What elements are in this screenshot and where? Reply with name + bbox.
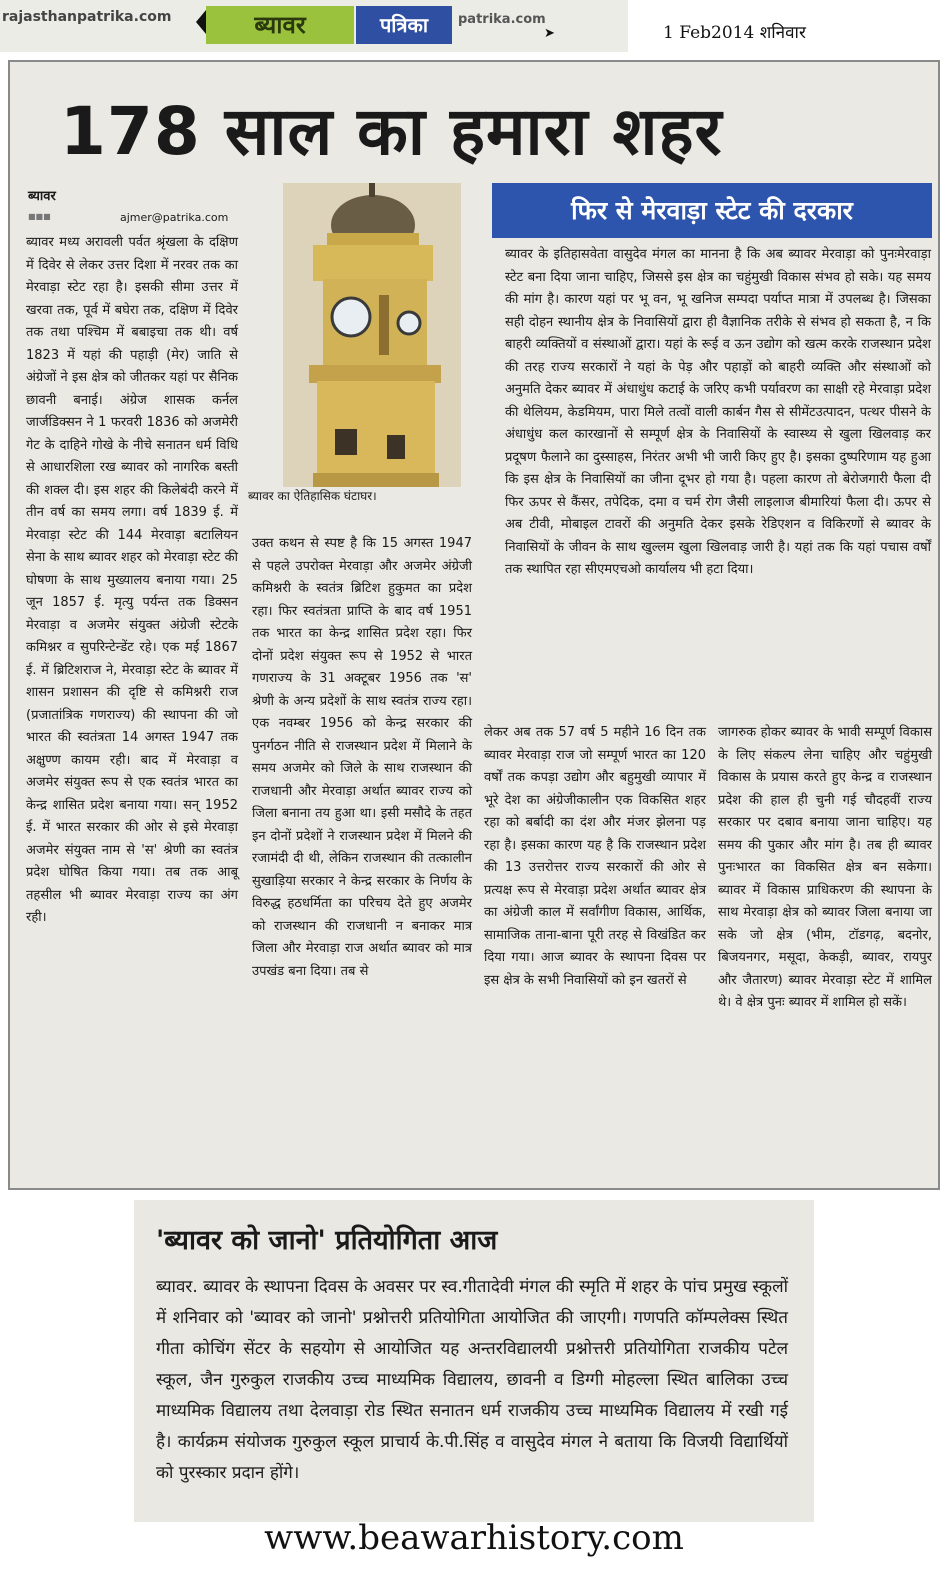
sidebar-body: ब्यावर के इतिहासवेता वासुदेव मंगल का मानना है कि अब ब्यावर मेरवाड़ा को पुनःमेरवाड़ा स्टेट बना दिया जाना चाहिए, जिससे इस क्षेत्र का चहुंमुखी विकास संभव हो सके। यह समय की मांग है। कारण यहां पर भू वन, भू खनिज सम्पदा पर्याप्त मात्रा में उपलब्ध है। जिसका सही दोहन स्थानीय क्षेत्र के निवासियों द्वारा ही वैज्ञानिक तरीके से संभव हो सकता है, न कि बाहरी व्यक्तियों व संस्थाओं द्वारा। यहां के रूई व ऊन उद्योग को खत्म करके राजस्थान प्रदेश की तरह राज्य सरकारों ने यहां के पेड़ और पहाड़ों को बाहरी व्यक्ति और संस्थाओं को अनुमति देकर ब्यावर में अंधाधुंध कटाई के जरिए कभी पर्यावरण का साक्षी रहे मेरवाड़ा प्रदेश की थेलियम, केडमियम, पारा मिले तत्वों वाली कार्बन गैस से सीमेंटउत्पादन, पत्थर पीसने के अंधाधुंध कल कारखानों से सम्पूर्ण क्षेत्र के निवासियों के स्वास्थ्य से खुला खिलवाड़ कर प्रदूषण फैलाने का दुस्साहस, निरंतर अभी भी जारी किए हुए है। इसका दुष्परिणाम यह हुआ कि इस क्षेत्र के निवासियों का जीना दूभर हो गया है। पहला कारण तो बेरोजगारी फैला दी फिर ऊपर से कैंसर, तपेदिक, दमा व चर्म रोग जैसी लाइलाज बीमारियां फैला दी। ऊपर से अब टीवी, मोबाइल टावरों की अनुमति देकर इसके रेडिएशन व विकिरणों से ब्यावर के निवासियों के जीवन के साथ खुल्लम खुला खिलवाड़ जारी है। यहां तक कि यहां पचास वर्षों तक स्थापित रहा सीएमएचओ कार्यालय भी हटा दिया।	[505, 247, 931, 577]
article-column-1: ब्यावर मध्य अरावली पर्वत श्रृंखला के दक्षिण में दिवेर से लेकर उत्तर दिशा में नरवर तक का मेरवाड़ा स्टेट रहा है। इसकी सीमा उत्तर में खरवा तक, पूर्व में बघेरा तक, दक्षिण में दिवेर तक तथा पश्चिम में बबाइचा तक थी। वर्ष 1823 में यहां की पहाड़ी (मेर) जाति से अंग्रेजों ने इस क्षेत्र को जीतकर यहां पर सैनिक छावनी बनाई। अंग्रेज शासक कर्नल जार्जडिक्सन ने 1 फरवरी 1836 को अजमेरी गेट के दाहिने गोखे के नीचे सनातन धर्म विधि से आधारशिला रख ब्यावर को नागरिक बस्ती की शक्ल दी। इस शहर की किलेबंदी करने में तीन वर्ष का समय लगा। वर्ष 1839 ई. में मेरवाड़ा स्टेट की 144 मेरवाड़ा बटालियन सेना के साथ ब्यावर शहर को मेरवाड़ा स्टेट की घोषणा के साथ मुख्यालय बनाया गया। 25 जून 1857 ई. मृत्यु पर्यन्त तक डिक्सन मेरवाड़ा व अजमेर संयुक्त अंग्रेजी स्टेटके कमिश्नर व सुपरिन्टेन्डेंट रहे। एक मई 1867 ई. में ब्रिटिशराज ने, मेरवाड़ा स्टेट के ब्यावर में शासन प्रशासन की दृष्टि से कमिश्नरी राज (प्रजातांत्रिक गणराज्य) की स्थापना की जो भारत की स्वतंत्रता 14 अगस्त 1947 तक अक्षुण्ण कायम रही। बाद में मेरवाड़ा व अजमेर संयुक्त रूप से एक स्वतंत्र भारत का केन्द्र शासित प्रदेश बनाया गया। सन् 1952 ई. में भारत सरकार की ओर से इसे मेरवाड़ा अजमेर संयुक्त नाम से 'स' श्रेणी का स्वतंत्र प्रदेश घोषित किया गया। तब तक आबू तहसील भी ब्यावर मेरवाड़ा राज्य का अंग रही।	[26, 235, 238, 925]
image-caption: ब्यावर का ऐतिहासिक घंटाघर।	[248, 489, 377, 503]
portal-url: patrika.com	[458, 12, 546, 27]
site-url: rajasthanpatrika.com	[2, 9, 172, 25]
city-tab: ब्यावर	[206, 6, 354, 44]
website-footer: www.beawarhistory.com	[264, 1518, 684, 1558]
reporter-email: ajmer@patrika.com	[120, 211, 229, 224]
dateline: ब्यावर	[28, 189, 56, 204]
article-column-4: जागरुक होकर ब्यावर के भावी सम्पूर्ण विकास के लिए संकल्प लेना चाहिए और चहुंमुखी विकास के प्रयास करते हुए केन्द्र व राजस्थान प्रदेश की हाल ही चुनी गई चौदहवीं राज्य सरकार पर दबाव बनाया जाना चाहिए। यह समय की पुकार और मांग है। तब ही ब्यावर पुनःभारत का विकसित क्षेत्र बन सकेगा। ब्यावर में विकास प्राधिकरण की स्थापना के साथ मेरवाड़ा क्षेत्र को ब्यावर जिला बनाया जा सके जो क्षेत्र (भीम, टॉडगढ़, बदनोर, बिजयनगर, मसूदा, केकड़ी, ब्यावर, रायपुर और जैतारण) ब्यावर मेरवाड़ा स्टेट में शामिल थे। वे क्षेत्र पुनः ब्यावर में शामिल हो सकें।	[718, 725, 932, 1010]
mouse-pointer-icon: ➤	[544, 26, 555, 41]
article-column-3: लेकर अब तक 57 वर्ष 5 महीने 16 दिन तक ब्यावर मेरवाड़ा राज जो सम्पूर्ण भारत का 120 वर्षों तक कपड़ा उद्योग और बहुमुखी व्यापार में भूरे देश का अंग्रेजीकालीन एक विकसित शहर रहा को बर्बादी का दंश और मंजर झेलना पड़ रहा है। इसका कारण यह है कि राजस्थान प्रदेश की 13 उत्तरोत्तर राज्य सरकारों की ओर से प्रत्यक्ष रूप से मेरवाड़ा प्रदेश अर्थात ब्यावर क्षेत्र का अंग्रेजी काल में सर्वांगीण विकास, आर्थिक, सामाजिक ताना-बाना पूरी तरह से विखंडित कर दिया गया। आज ब्यावर के स्थापना दिवस पर इस क्षेत्र के सभी निवासियों को इन खतरों से	[484, 725, 706, 988]
issue-date: 1 Feb2014 शनिवार	[663, 23, 806, 43]
notice-body: ब्यावर. ब्यावर के स्थापना दिवस के अवसर पर स्व.गीतादेवी मंगल की स्मृति में शहर के पांच प्रमुख स्कूलों में शनिवार को 'ब्यावर को जानो' प्रश्नोत्तरी प्रतियोगिता आयोजित की जाएगी। गणपति कॉम्पलेक्स स्थित गीता कोचिंग सेंटर के सहयोग से आयोजित यह अन्तरविद्यालयी प्रश्नोत्तरी प्रतियोगिता राजकीय पटेल स्कूल, जैन गुरुकुल राजकीय उच्च माध्यमिक विद्यालय, छावनी व डिग्गी मोहल्ला स्थित बालिका उच्च माध्यमिक विद्यालय तथा देलवाड़ा रोड स्थित सनातन धर्म राजकीय उच्च माध्यमिक विद्यालय में रखी गई है। कार्यक्रम संयोजक गुरुकुल स्कूल प्राचार्य के.पी.सिंह व वासुदेव मंगल ने बताया कि विजयी विद्यार्थियों को पुरस्कार प्रदान होंगे।	[156, 1277, 788, 1483]
article-column-2: उक्त कथन से स्पष्ट है कि 15 अगस्त 1947 से पहले उपरोक्त मेरवाड़ा और अजमेर अंग्रेजी कमिश्नरी के स्वतंत्र ब्रिटिश हुकुमत का प्रदेश रहा। फिर स्वतंत्रता प्राप्ति के बाद वर्ष 1951 तक भारत का केन्द्र शासित प्रदेश रहा। फिर दोनों प्रदेश संयुक्त रूप से 1952 से भारत गणराज्य के 31 अक्टूबर 1956 तक 'स' श्रेणी के अन्य प्रदेशों के साथ स्वतंत्र राज्य रहा। एक नवम्बर 1956 को केन्द्र सरकार की पुनर्गठन नीति से राजस्थान प्रदेश में मिलाने के समय अजमेर को जिले के साथ राजस्थान की राजधानी और मेरवाड़ा अर्थात ब्यावर राज्य को जिला बनाना तय हुआ था। इसी मसौदे के तहत इन दोनों प्रदेशों ने राजस्थान प्रदेश में मिलने की रजामंदी दी थी, लेकिन राजस्थान की तत्कालीन सुखाड़िया सरकार ने केन्द्र सरकार के निर्णय के विरुद्ध हठधर्मिता का परिचय देते हुए अजमेर को राजस्थान की राजधानी न बनाकर मात्र जिला और मेरवाड़ा राज अर्थात ब्यावर को मात्र उपखंड बना दिया। तब से	[252, 536, 472, 979]
divider-dots-icon: ■■■	[28, 212, 51, 221]
clock-tower-photo	[283, 183, 461, 487]
paper-tab: पत्रिका	[356, 6, 452, 44]
headline: 178 साल का हमारा शहर	[60, 93, 723, 170]
play-arrow-icon	[196, 10, 206, 34]
sidebar-heading: फिर से मेरवाड़ा स्टेट की दरकार	[492, 183, 932, 238]
notice-heading: 'ब्यावर को जानो' प्रतियोगिता आज	[156, 1225, 498, 1256]
